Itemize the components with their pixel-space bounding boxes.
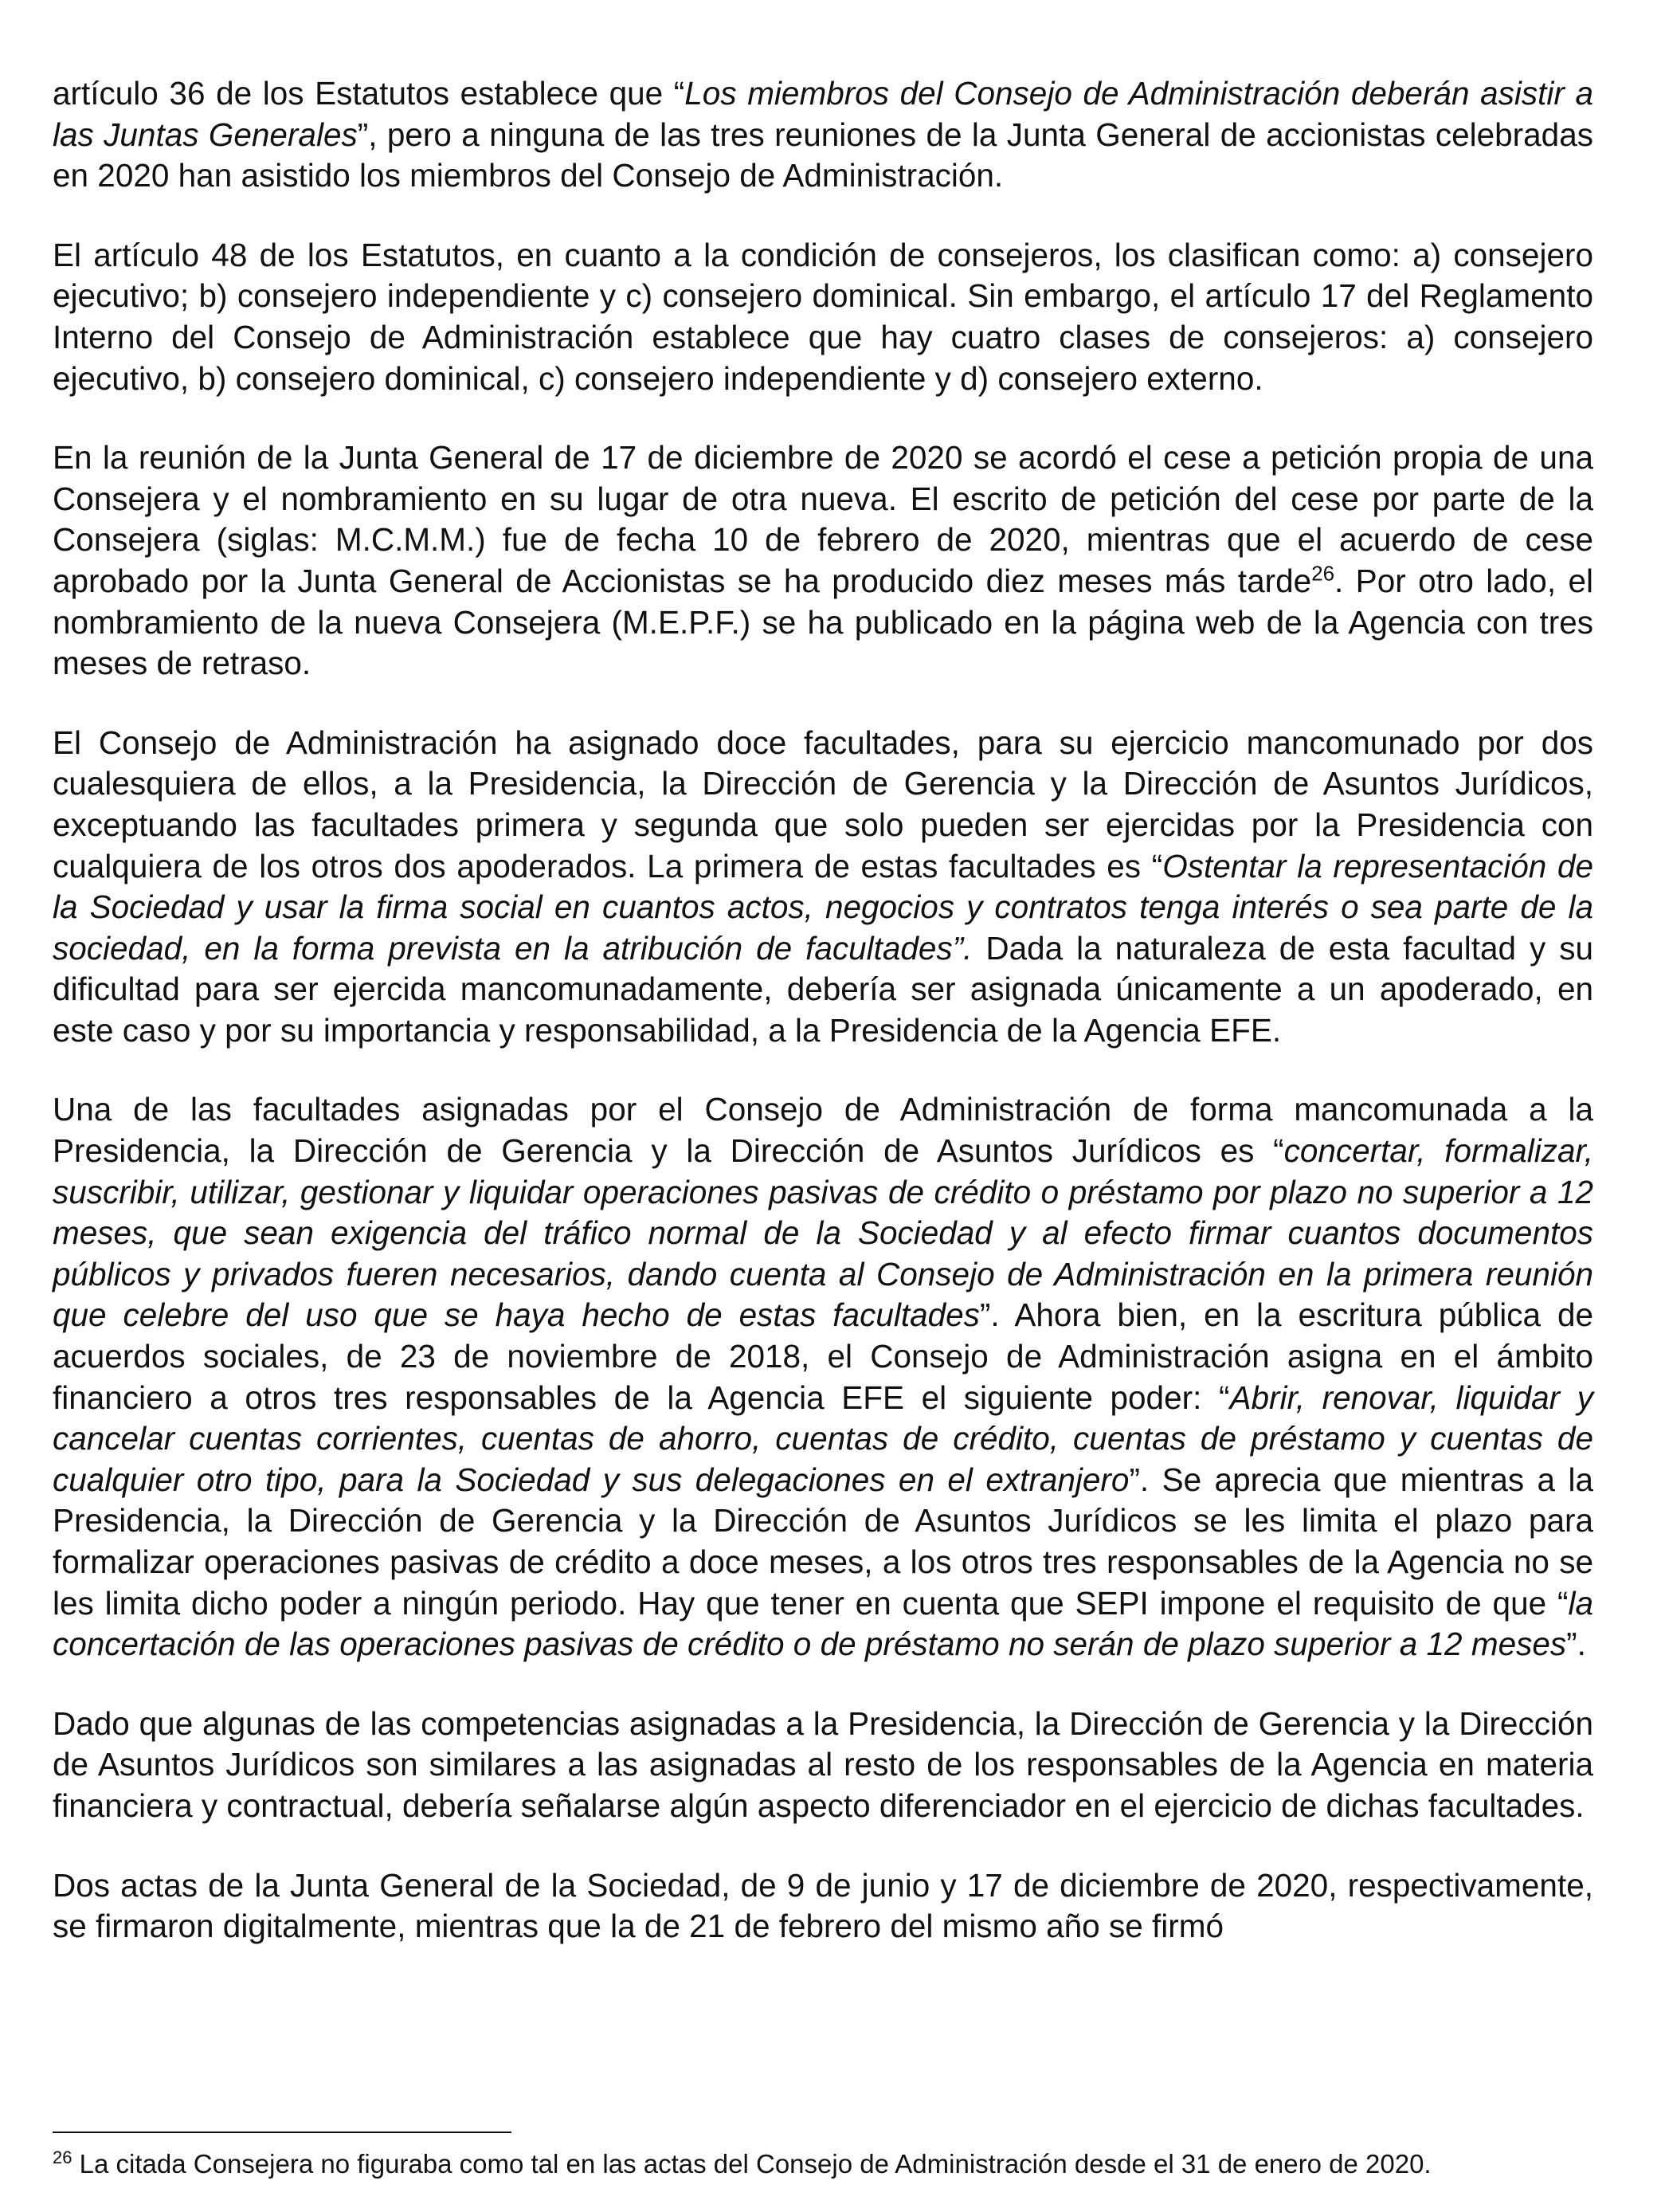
text-run: artículo 36 de los Estatutos establece que “ — [53, 75, 685, 112]
text-run: En la reunión de la Junta General de 17 de diciembre de 2020 se acordó el cese a petición propia de una Consejera y el nombramiento en su lugar de otra nueva. El escrito de petición del cese por parte de la Consejera (siglas: M.C.M.M.) fue de fecha 10 de febrero de 2020, mientras que el acuerdo de cese aprobado por la Junta General de Accionistas se ha producido diez meses más tarde — [53, 439, 1593, 599]
quote-run: Abrir, renovar, liquidar y cancelar cuentas corrientes, cuentas de ahorro, cuentas de crédito, cuentas de préstamo y cuentas de cualquier otro tipo, para la Sociedad y sus delegaciones en el extranjero — [53, 1379, 1593, 1498]
quote-run: Ostentar la representación de la Sociedad y usar la firma social en cuantos actos, negocios y contratos tenga interés o sea parte de la sociedad, en la forma prevista en la atribución de facultades”. — [53, 847, 1594, 967]
paragraph-cese-consejera — [53, 437, 1593, 684]
footnote-text: La citada Consejera no figuraba como tal en las actas del Consejo de Administración desde el 31 de enero de 2020. — [72, 2149, 1432, 2179]
text-run: Dado que algunas de las competencias asignadas a la Presidencia, la Dirección de Gerencia y la Dirección de Asuntos Jurídicos son similares a las asignadas al resto de los responsables de la Agencia en materia financiera y contractual, debería señalarse algún aspecto diferenciador en el ejercicio de dichas facultades. — [53, 1704, 1593, 1824]
footnote-divider — [53, 2132, 511, 2133]
paragraph-competencias-similares — [53, 1704, 1593, 1827]
text-run: ”. Se aprecia que mientras a la Presidencia, la Dirección de Gerencia y la Dirección de Asuntos Jurídicos se les limita el plazo para formalizar operaciones pasivas de crédito a doce meses, a los otros tres responsables de la Agencia no se les limita dicho poder a ningún periodo. Hay que tener en cuenta que SEPI impone el requisito de que “ — [53, 1461, 1593, 1622]
text-run: El Consejo de Administración ha asignado doce facultades, para su ejercicio mancomunado por dos cualesquiera de ellos, a la Presidencia, la Dirección de Gerencia y la Dirección de Asuntos Jurídicos, exceptuando las facultades primera y segunda que solo pueden ser ejercidas por la Presidencia con cualquiera de los otros dos apoderados. La primera de estas facultades es “ — [53, 724, 1593, 884]
paragraph-actas-firmadas — [53, 1865, 1593, 1947]
quote-run: concertar, formalizar, suscribir, utilizar, gestionar y liquidar operaciones pasivas de crédito o préstamo por plazo no superior a 12 meses, que sean exigencia del tráfico normal de la Sociedad y al efecto firmar cuantos documentos públicos y privados fueren necesarios, dando cuenta al Consejo de Administración en la primera reunión que celebre del uso que se haya hecho de estas facultades — [53, 1132, 1593, 1334]
footnote — [53, 2147, 1614, 2181]
paragraph-asistencia-consejo — [53, 73, 1593, 197]
footnote-reference[interactable]: 26 — [1311, 561, 1335, 586]
text-run: ”. Ahora bien, en la escritura pública de acuerdos sociales, de 23 de noviembre de 2018, el Consejo de Administración asigna en el ámbito financiero a otros tres responsables de la Agencia EFE el siguiente poder: “ — [53, 1296, 1594, 1416]
footnote-number: 26 — [53, 2147, 72, 2167]
text-run: ”, pero a ninguna de las tres reuniones de la Junta General de accionistas celebradas en 2020 han asistido los miembros del Consejo de Administración. — [53, 116, 1593, 194]
paragraph-operaciones-credito — [53, 1089, 1593, 1665]
paragraph-clases-consejeros — [53, 235, 1593, 399]
body-text — [53, 73, 1593, 1947]
text-run: El artículo 48 de los Estatutos, en cuanto a la condición de consejeros, los clasifican como: a) consejero ejecutivo; b) consejero independiente y c) consejero dominical. Sin embargo, el artículo 17 del Reglamento Interno del Consejo de Administración establece que hay cuatro clases de consejeros: a) consejero ejecutivo, b) consejero dominical, c) consejero independiente y d) consejero externo. — [53, 236, 1593, 397]
text-run: Una de las facultades asignadas por el Consejo de Administración de forma mancomunada a la Presidencia, la Dirección de Gerencia y la Dirección de Asuntos Jurídicos es “ — [53, 1091, 1593, 1170]
paragraph-facultades-mancomunadas — [53, 723, 1593, 1052]
text-run: . Por otro lado, el nombramiento de la nueva Consejera (M.E.P.F.) se ha publicado en la página web de la Agencia con tres meses de retraso. — [53, 562, 1593, 682]
text-run: ”. — [1566, 1626, 1586, 1663]
text-run: Dada la naturaleza de esta facultad y su dificultad para ser ejercida mancomunadamente, debería ser asignada únicamente a un apoderado, en este caso y por su importancia y responsabilidad, a la Presidencia de la Agencia EFE. — [53, 929, 1593, 1049]
quote-run: la concertación de las operaciones pasivas de crédito o de préstamo no serán de plazo superior a 12 meses — [53, 1584, 1593, 1663]
text-run: Dos actas de la Junta General de la Sociedad, de 9 de junio y 17 de diciembre de 2020, respectivamente, se firmaron digitalmente, mientras que la de 21 de febrero del mismo año se firmó — [53, 1866, 1593, 1945]
quote-run: Los miembros del Consejo de Administración deberán asistir a las Juntas Generales — [53, 75, 1593, 153]
